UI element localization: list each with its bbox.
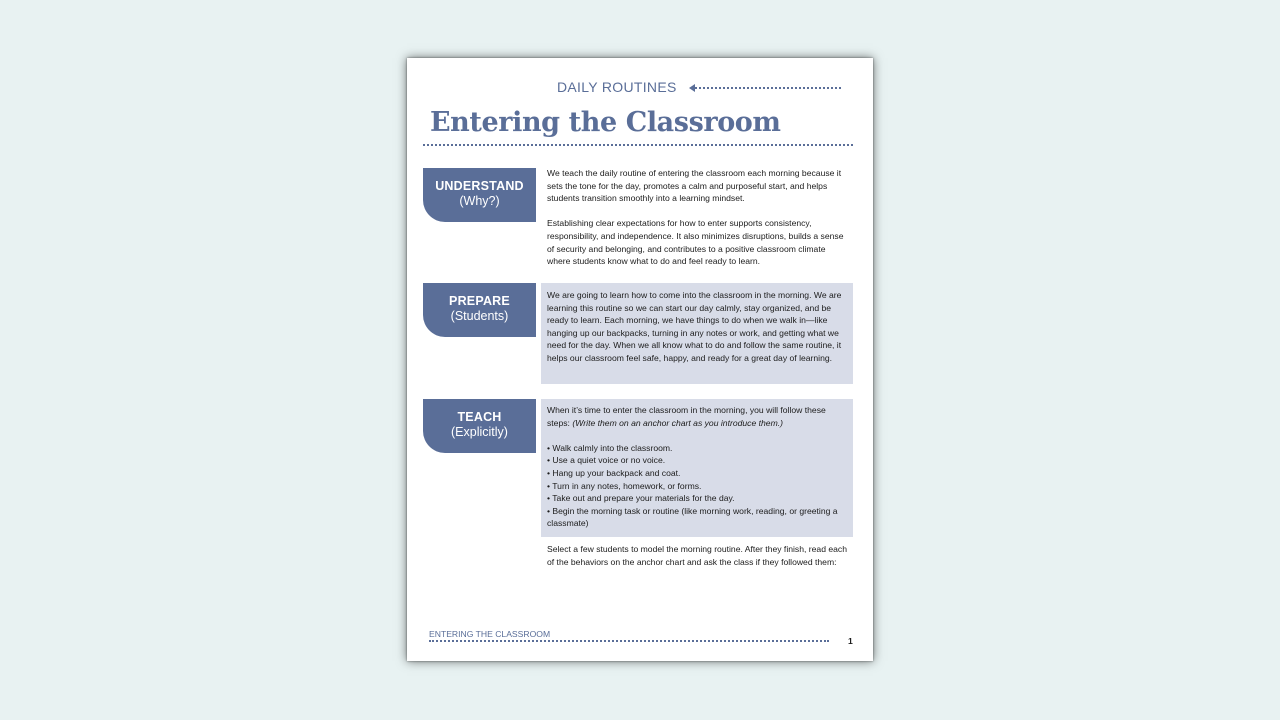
teach-tab [423,399,536,453]
understand-paragraph: We teach the daily routine of entering the classroom each morning because it sets the tone for the day, promotes a calm and purposeful start, and helps students transition smoothly into a learning mindset. [547,168,842,204]
teach-step: • Walk calmly into the classroom. [547,442,673,453]
section-label: DAILY ROUTINES [557,79,677,95]
page-number: 1 [848,636,853,646]
understand-paragraph: Establishing clear expectations for how to enter supports consistency, responsibility, and independence. It also minimizes disruptions, builds a sense of security and belonging, and contributes to a positive classroom climate where students know what to do and feel ready to learn. [547,218,844,267]
teach-step: • Take out and prepare your materials for the day. [547,493,735,504]
prepare-sublabel: (Students) [450,309,509,323]
footer-label: ENTERING THE CLASSROOM [429,629,551,639]
understand-sublabel: (Why?) [459,194,500,208]
prepare-text [547,289,847,365]
teach-box [541,399,853,537]
page-title: Entering the Classroom [430,107,781,138]
teach-intro-text: When it’s time to enter the classroom in the morning, you will follow these steps: [547,405,826,428]
teach-step: • Turn in any notes, homework, or forms. [547,480,702,491]
section-header [407,79,873,99]
teach-follow-up [547,543,847,568]
teach-intro-note: (Write them on an anchor chart as you introduce them.) [572,417,783,428]
understand-tab [423,168,536,222]
prepare-tab [423,283,536,337]
teach-text [547,404,847,530]
teach-step: • Hang up your backpack and coat. [547,467,681,478]
document-page [407,58,873,661]
understand-text [547,167,847,268]
understand-label: UNDERSTAND [435,179,524,193]
teach-label: TEACH [457,410,502,424]
teach-step: • Begin the morning task or routine (like morning work, reading, or greeting a classmate) [547,505,838,529]
teach-intro [547,404,847,429]
dotted-arrow-line [691,87,841,89]
prepare-box [541,283,853,384]
title-divider [423,144,853,146]
prepare-label: PREPARE [449,294,510,308]
prepare-paragraph: We are going to learn how to come into the classroom in the morning. We are learning this routine so we can start our day calmly, stay organized, and be ready to learn. Each morning, we have things to do when we walk in—like hanging up our backpacks, turning in any notes or work, and getting what we need for the day. When we all know what to do and follow the same routine, it helps our classroom feel safe, happy, and ready for a great day of learning. [547,290,842,363]
teach-sublabel: (Explicitly) [451,425,508,439]
teach-step: • Use a quiet voice or no voice. [547,455,666,466]
footer-divider [429,640,829,642]
teach-follow-up-paragraph: Select a few students to model the morning routine. After they finish, read each of the behaviors on the anchor chart and ask the class if they followed them: [547,544,847,567]
